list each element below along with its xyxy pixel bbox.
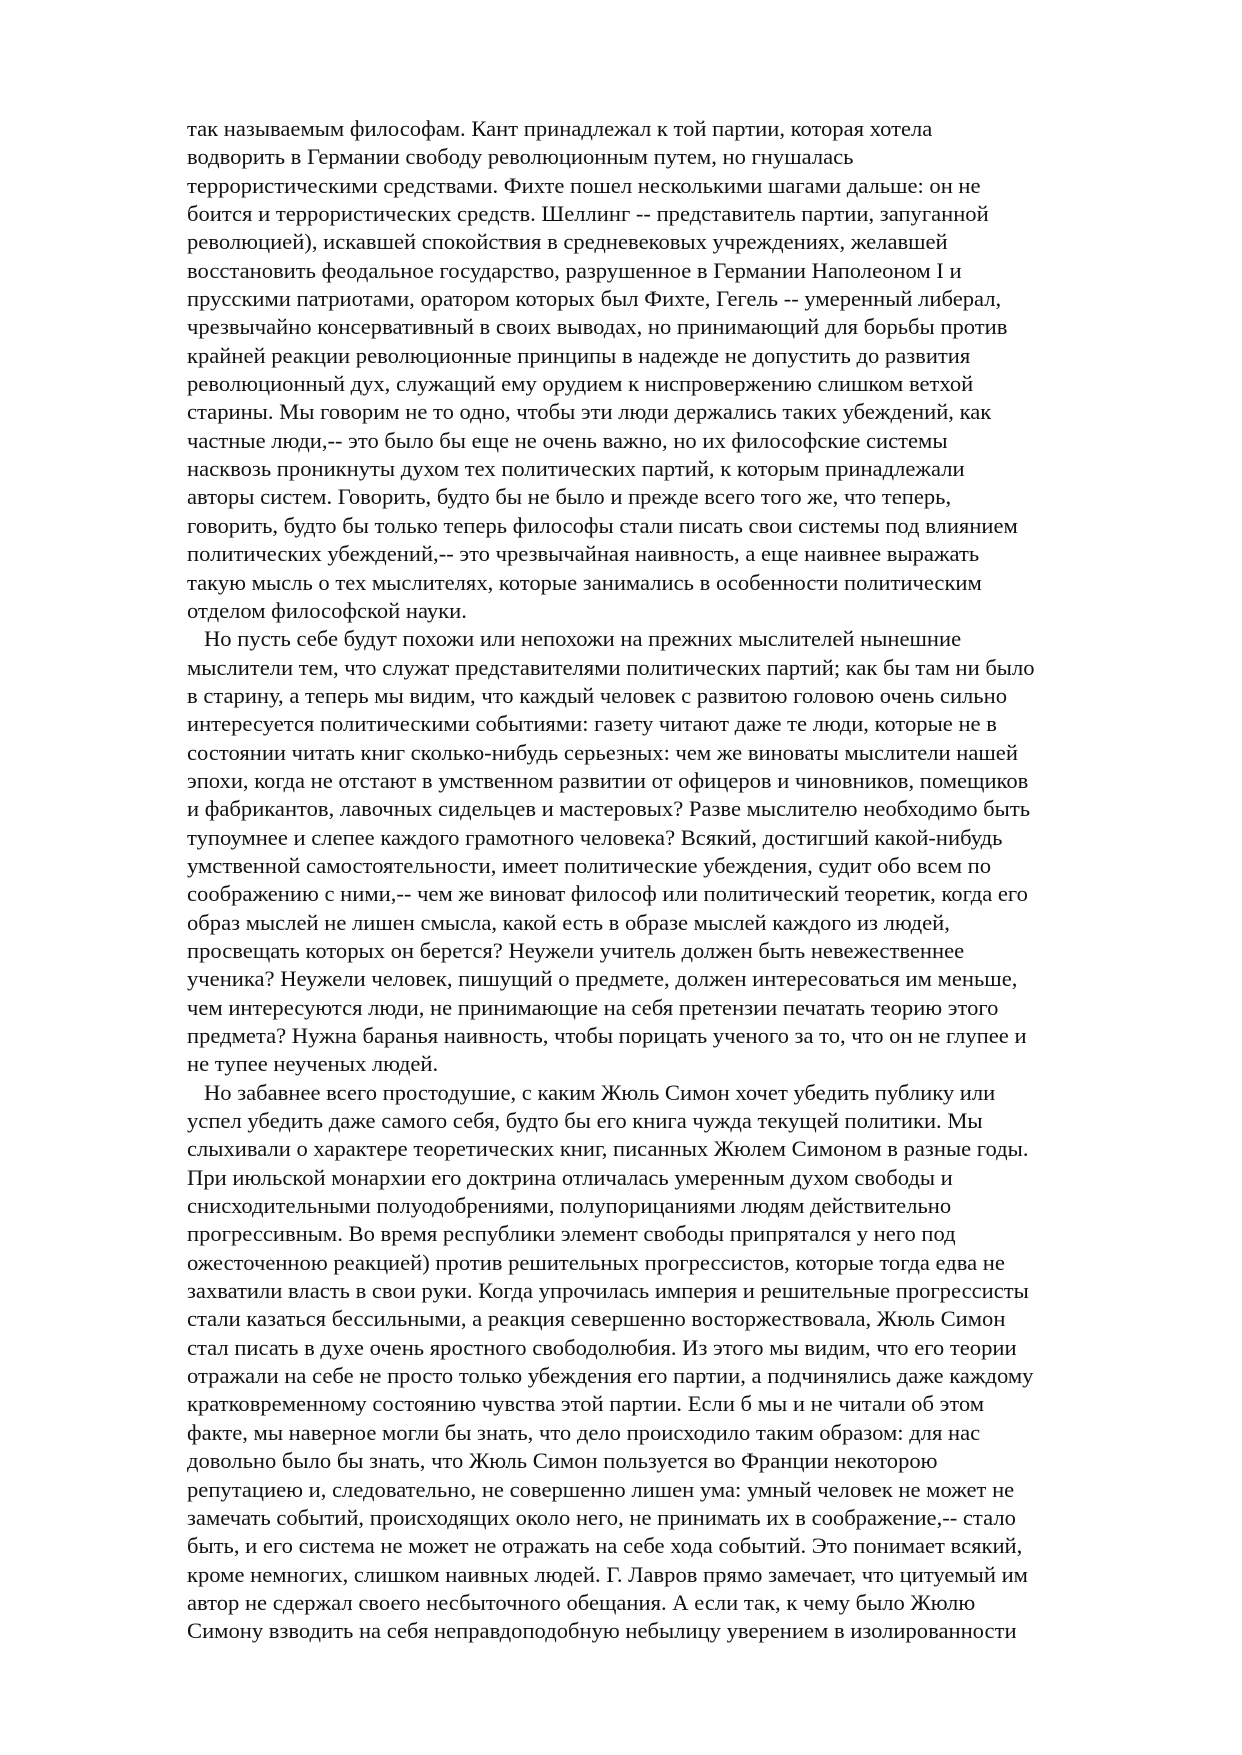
text-line: прусскими патриотами, оратором которых был Фихте, Гегель -- умеренный либерал, bbox=[187, 286, 1002, 312]
text-line: интересуется политическими событиями: газету читают даже те люди, которые не в bbox=[187, 711, 997, 737]
text-line: отделом философской науки. bbox=[187, 597, 467, 623]
text-line: кратковременному состоянию чувства этой партии. Если б мы и не читали об этом bbox=[187, 1391, 985, 1417]
text-line: репутациею и, следовательно, не совершенно лишен ума: умный человек не может не bbox=[187, 1476, 1015, 1502]
text-line: Но пусть себе будут похожи или непохожи на прежних мыслителей нынешние bbox=[187, 626, 962, 652]
text-line: мыслители тем, что служат представителями политических партий; как бы там ни было bbox=[187, 654, 1035, 680]
text-line: такую мысль о тех мыслителях, которые занимались в особенности политическим bbox=[187, 569, 982, 595]
text-line: ожесточенною реакцией) против решительных прогрессистов, которые тогда едва не bbox=[187, 1249, 1005, 1275]
text-line: говорить, будто бы только теперь философы стали писать свои системы под влиянием bbox=[187, 512, 1018, 538]
text-line: автор не сдержал своего несбыточного обещания. А если так, к чему было Жюлю bbox=[187, 1589, 976, 1615]
text-line: политических убеждений,-- это чрезвычайная наивность, а еще наивнее выражать bbox=[187, 541, 980, 567]
text-line: захватили власть в свои руки. Когда упрочилась империя и решительные прогрессисты bbox=[187, 1278, 1029, 1304]
text-line: крайней реакции революционные принципы в надежде не допустить до развития bbox=[187, 342, 971, 368]
text-line: авторы систем. Говорить, будто бы не было и прежде всего того же, что теперь, bbox=[187, 484, 952, 510]
paragraph bbox=[187, 625, 1107, 1079]
text-line: водворить в Германии свободу революционным путем, но гнушалась bbox=[187, 144, 854, 170]
text-line: стали казаться бессильными, а реакция севершенно восторжествовала, Жюль Симон bbox=[187, 1306, 1006, 1332]
text-line: быть, и его система не может не отражать на себе хода событий. Это понимает всякий, bbox=[187, 1533, 1023, 1559]
text-line: снисходительными полуодобрениями, полупорицаниями людям действительно bbox=[187, 1193, 952, 1219]
text-line: так называемым философам. Кант принадлежал к той партии, которая хотела bbox=[187, 116, 933, 141]
document-text bbox=[187, 115, 1107, 1646]
text-line: слыхивали о характере теоретических книг, писанных Жюлем Симоном в разные годы. bbox=[187, 1136, 1029, 1162]
text-line: частные люди,-- это было бы еще не очень важно, но их философские системы bbox=[187, 427, 948, 453]
text-line: тупоумнее и слепее каждого грамотного человека? Всякий, достигший какой-нибудь bbox=[187, 824, 1003, 850]
text-line: восстановить феодальное государство, разрушенное в Германии Наполеоном I и bbox=[187, 257, 962, 283]
text-line: предмета? Нужна баранья наивность, чтобы порицать ученого за то, что он не глупее и bbox=[187, 1023, 1027, 1048]
text-line: чем интересуются люди, не принимающие на себя претензии печатать теорию этого bbox=[187, 994, 999, 1020]
text-line: довольно было бы знать, что Жюль Симон пользуется во Франции некоторою bbox=[187, 1448, 938, 1474]
text-line: состоянии читать книг сколько-нибудь серьезных: чем же виноваты мыслители нашей bbox=[187, 739, 1018, 765]
text-line: террористическими средствами. Фихте пошел несколькими шагами дальше: он не bbox=[187, 172, 981, 198]
text-line: насквозь проникнуты духом тех политических партий, к которым принадлежали bbox=[187, 456, 965, 482]
text-line: в старину, а теперь мы видим, что каждый человек с развитою головою очень сильно bbox=[187, 682, 1008, 708]
text-line: успел убедить даже самого себя, будто бы его книга чужда текущей политики. Мы bbox=[187, 1108, 983, 1134]
text-line: образ мыслей не лишен смысла, какой есть в образе мыслей каждого из людей, bbox=[187, 909, 950, 935]
text-line: Но забавнее всего простодушие, с каким Жюль Симон хочет убедить публику или bbox=[187, 1079, 996, 1105]
text-line: чрезвычайно консервативный в своих выводах, но принимающий для борьбы против bbox=[187, 314, 1008, 340]
text-line: отражали на себе не просто только убеждения его партии, а подчинялись даже каждому bbox=[187, 1363, 1034, 1389]
text-line: эпохи, когда не отстают в умственном развитии от офицеров и чиновников, помещиков bbox=[187, 767, 1029, 793]
text-line: стал писать в духе очень яростного свободолюбия. Из этого мы видим, что его теории bbox=[187, 1334, 1017, 1360]
text-line: факте, мы наверное могли бы знать, что дело происходило таким образом: для нас bbox=[187, 1419, 981, 1445]
text-line: и фабрикантов, лавочных сидельцев и мастеровых? Разве мыслителю необходимо быть bbox=[187, 796, 1031, 822]
text-line: соображению с ними,-- чем же виноват философ или политический теоретик, когда его bbox=[187, 881, 1028, 907]
text-line: кроме немногих, слишком наивных людей. Г. Лавров прямо замечает, что цитуемый им bbox=[187, 1561, 1028, 1587]
paragraph bbox=[187, 115, 1107, 625]
text-line: прогрессивным. Во время республики элемент свободы припрятался у него под bbox=[187, 1221, 956, 1247]
text-line: не тупее неученых людей. bbox=[187, 1051, 439, 1077]
text-line: При июльской монархии его доктрина отличалась умеренным духом свободы и bbox=[187, 1164, 953, 1190]
text-line: ученика? Неужели человек, пишущий о предмете, должен интересоваться им меньше, bbox=[187, 966, 1018, 992]
text-line: старины. Мы говорим не то одно, чтобы эти люди держались таких убеждений, как bbox=[187, 399, 992, 425]
text-line: просвещать которых он берется? Неужели учитель должен быть невежественнее bbox=[187, 937, 965, 963]
text-line: революцией), искавшей спокойствия в средневековых учреждениях, желавшей bbox=[187, 229, 948, 255]
text-line: умственной самостоятельности, имеет политические убеждения, судит обо всем по bbox=[187, 852, 992, 878]
text-line: революционный дух, служащий ему орудием к ниспровержению слишком ветхой bbox=[187, 371, 974, 397]
paragraph bbox=[187, 1079, 1107, 1646]
text-line: Симону взводить на себя неправдоподобную небылицу уверением в изолированности bbox=[187, 1618, 1017, 1644]
text-line: боится и террористических средств. Шеллинг -- представитель партии, запуганной bbox=[187, 201, 989, 227]
text-line: замечать событий, происходящих около него, не принимать их в соображение,-- стало bbox=[187, 1504, 1016, 1530]
